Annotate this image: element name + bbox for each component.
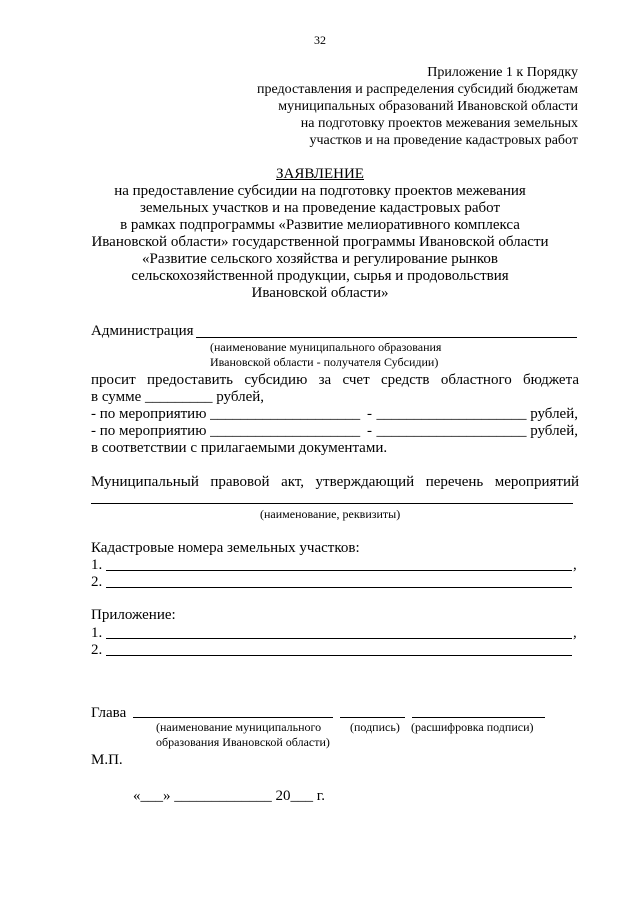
head-name-field[interactable] — [412, 717, 545, 718]
act-line — [91, 474, 579, 491]
attachment-item-1-field[interactable] — [106, 638, 572, 639]
measure-2-dash: - — [367, 423, 372, 439]
appendix-line-1: Приложение 1 к Порядку — [427, 65, 578, 80]
measure-1-left: - по мероприятию ____________________ — [91, 406, 361, 422]
head-note-signature: (подпись) — [350, 720, 400, 734]
attachment-item-1-comma: , — [573, 625, 577, 641]
admin-note-line-1: (наименование муниципального образования — [210, 340, 442, 354]
admin-name-field[interactable] — [196, 337, 577, 338]
act-word: правовой — [210, 474, 270, 490]
request-line — [91, 372, 579, 389]
appendix-line-5: участков и на проведение кадастровых работ — [309, 133, 578, 148]
sum-line: в сумме _________ рублей, — [91, 389, 265, 405]
act-word: акт, — [281, 474, 305, 490]
subtitle-line-5: «Развитие сельского хозяйства и регулирование рынков — [141, 251, 498, 267]
date-line: «___» _____________ 20___ г. — [133, 788, 325, 804]
request-word: предоставить — [146, 372, 234, 388]
subtitle-line-4: Ивановской области» государственной программы Ивановской области — [91, 234, 549, 250]
act-word: Муниципальный — [91, 474, 199, 490]
seal-mark: М.П. — [91, 752, 123, 768]
subtitle-line-7: Ивановской области» — [251, 285, 389, 301]
cadastral-item-2-field[interactable] — [106, 587, 572, 588]
subtitle-line-3: в рамках подпрограммы «Развитие мелиоративного комплекса — [120, 217, 520, 233]
attachment-item-2-number: 2. — [91, 642, 103, 658]
head-note-decoding: (расшифровка подписи) — [411, 720, 534, 734]
attachment-label: Приложение: — [91, 607, 176, 623]
request-word: областного — [440, 372, 512, 388]
subtitle-line-1: на предоставление субсидии на подготовку проектов межевания — [114, 183, 526, 199]
request-word: субсидию — [244, 372, 308, 388]
subtitle-line-6: сельскохозяйственной продукции, сырья и продовольствия — [131, 268, 509, 284]
subtitle-line-2: земельных участков и на проведение кадастровых работ — [139, 200, 501, 216]
cadastral-item-2-number: 2. — [91, 574, 103, 590]
act-word: мероприятий — [494, 474, 579, 490]
attachment-item-1-number: 1. — [91, 625, 103, 641]
head-note-region: образования Ивановской области) — [156, 735, 330, 749]
cadastral-label: Кадастровые номера земельных участков: — [91, 540, 360, 556]
measure-2-left: - по мероприятию ____________________ — [91, 423, 361, 439]
page-number: 32 — [314, 33, 326, 47]
admin-note-line-2: Ивановской области - получателя Субсидии) — [210, 355, 439, 369]
appendix-line-2: предоставления и распределения субсидий бюджетам — [256, 82, 578, 97]
head-label: Глава — [91, 705, 127, 721]
act-note: (наименование, реквизиты) — [260, 507, 401, 521]
appendix-line-3: муниципальных образований Ивановской области — [278, 99, 578, 114]
appendix-line-4: на подготовку проектов межевания земельных — [300, 116, 578, 131]
act-word: утверждающий — [315, 474, 415, 490]
cadastral-item-1-field[interactable] — [106, 570, 572, 571]
attachment-item-2-field[interactable] — [106, 655, 572, 656]
measure-1-dash: - — [367, 406, 372, 422]
request-word: просит — [91, 372, 136, 388]
document-title: ЗАЯВЛЕНИЕ — [276, 166, 364, 182]
request-word: за — [318, 372, 332, 388]
cadastral-item-1-number: 1. — [91, 557, 103, 573]
cadastral-item-1-comma: , — [573, 557, 577, 573]
request-word: счет — [342, 372, 370, 388]
head-note-municipality: (наименование муниципального — [156, 720, 322, 734]
head-municipality-field[interactable] — [133, 717, 333, 718]
measure-1-right: ____________________ рублей, — [376, 406, 578, 422]
measure-2-right: ____________________ рублей, — [376, 423, 578, 439]
request-word: средств — [380, 372, 430, 388]
head-signature-field[interactable] — [340, 717, 405, 718]
act-field[interactable] — [91, 503, 573, 504]
act-word: перечень — [425, 474, 484, 490]
documents-line: в соответствии с прилагаемыми документами. — [91, 440, 388, 456]
request-word: бюджета — [523, 372, 579, 388]
admin-label: Администрация — [91, 323, 194, 339]
